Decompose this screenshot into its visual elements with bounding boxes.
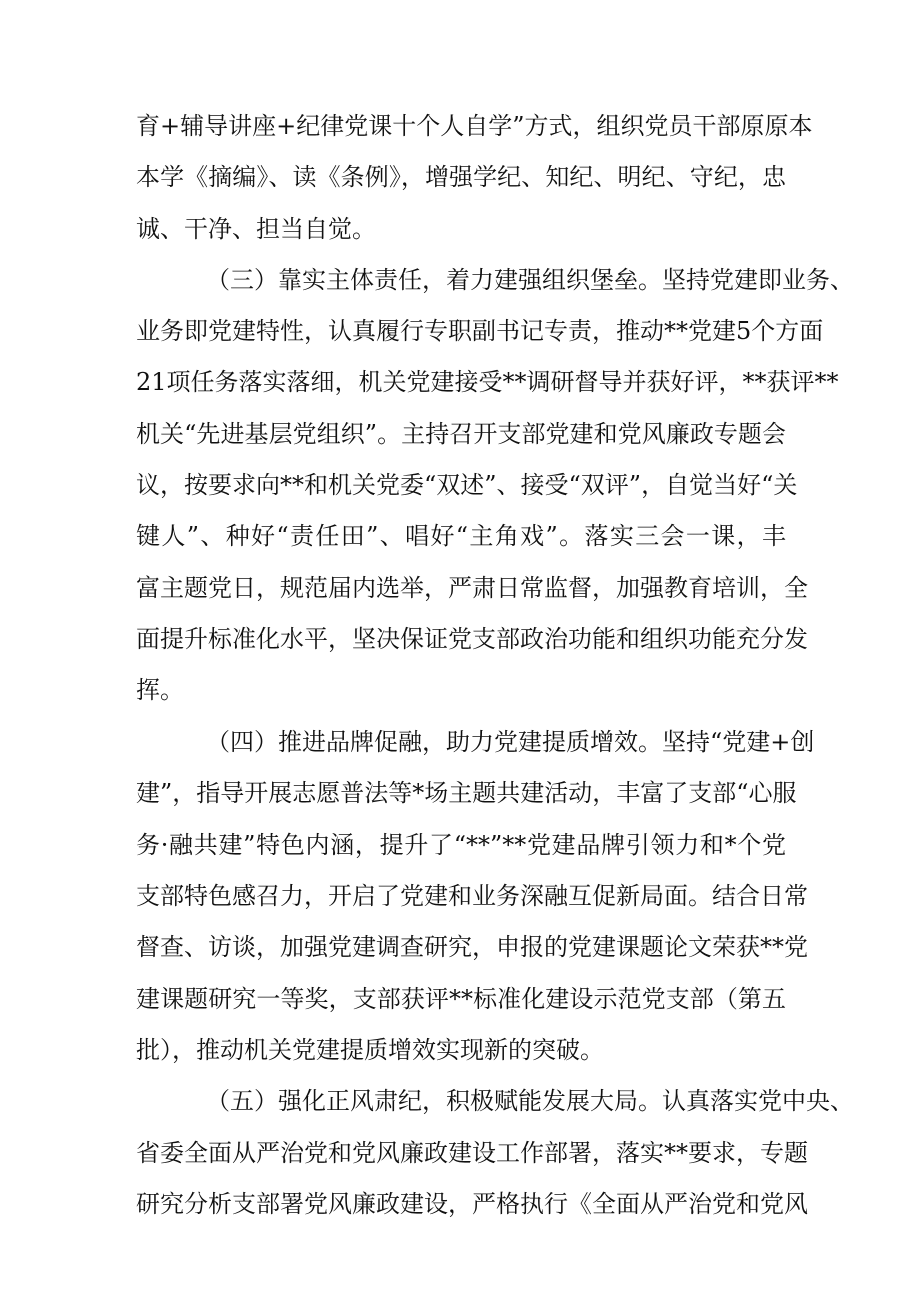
- paragraph-heading-line: （四）推进品牌促融，助力党建提质增效。坚持“党建+创: [206, 728, 815, 756]
- text-line: 富主题党日，规范届内选举，严肃日常监督，加强教育培训，全: [136, 574, 808, 602]
- text-line: 建”，指导开展志愿普法等*场主题共建活动，丰富了支部“心服: [136, 779, 797, 807]
- text-line: 诚、干净、担当自觉。: [136, 215, 376, 243]
- text-line: 21项任务落实落细，机关党建接受**调研督导并获好评，**获评**: [136, 368, 839, 396]
- paragraph-heading-line: （五）强化正风肃纪，积极赋能发展大局。认真落实党中央、: [206, 1087, 854, 1115]
- text-line: 督查、访谈，加强党建调查研究，申报的党建课题论文荣获**党: [136, 933, 808, 961]
- text-line: 键人”、种好“责任田”、唱好“主角戏”。落实三会一课，丰: [136, 522, 786, 550]
- text-line: 挥。: [136, 676, 184, 704]
- text-line: 业务即党建特性，认真履行专职副书记专责，推动**党建5个方面: [136, 317, 824, 345]
- text-line: 本学《摘编》、读《条例》，增强学纪、知纪、明纪、守纪，忠: [136, 163, 786, 191]
- text-line: 支部特色感召力，开启了党建和业务深融互促新局面。结合日常: [136, 882, 808, 910]
- text-line: 育+辅导讲座+纪律党课十个人自学”方式，组织党员干部原原本: [136, 112, 813, 140]
- paragraph-heading-line: （三）靠实主体责任，着力建强组织堡垒。坚持党建即业务、: [206, 266, 854, 294]
- text-line: 建课题研究一等奖，支部获评**标准化建设示范党支部（第五: [136, 985, 786, 1013]
- text-line: 议，按要求向**和机关党委“双述”、接受“双评”，自觉当好“关: [136, 471, 798, 499]
- text-line: 面提升标准化水平，坚决保证党支部政治功能和组织功能充分发: [136, 625, 808, 653]
- text-line: 省委全面从严治党和党风廉政建设工作部署，落实**要求，专题: [136, 1139, 808, 1167]
- text-line: 务·融共建”特色内涵，提升了“**”**党建品牌引领力和*个党: [136, 831, 786, 859]
- text-line: 批），推动机关党建提质增效实现新的突破。: [136, 1036, 604, 1064]
- text-line: 机关“先进基层党组织”。主持召开支部党建和党风廉政专题会: [136, 420, 786, 448]
- text-line: 研究分析支部署党风廉政建设，严格执行《全面从严治党和党风: [136, 1190, 808, 1218]
